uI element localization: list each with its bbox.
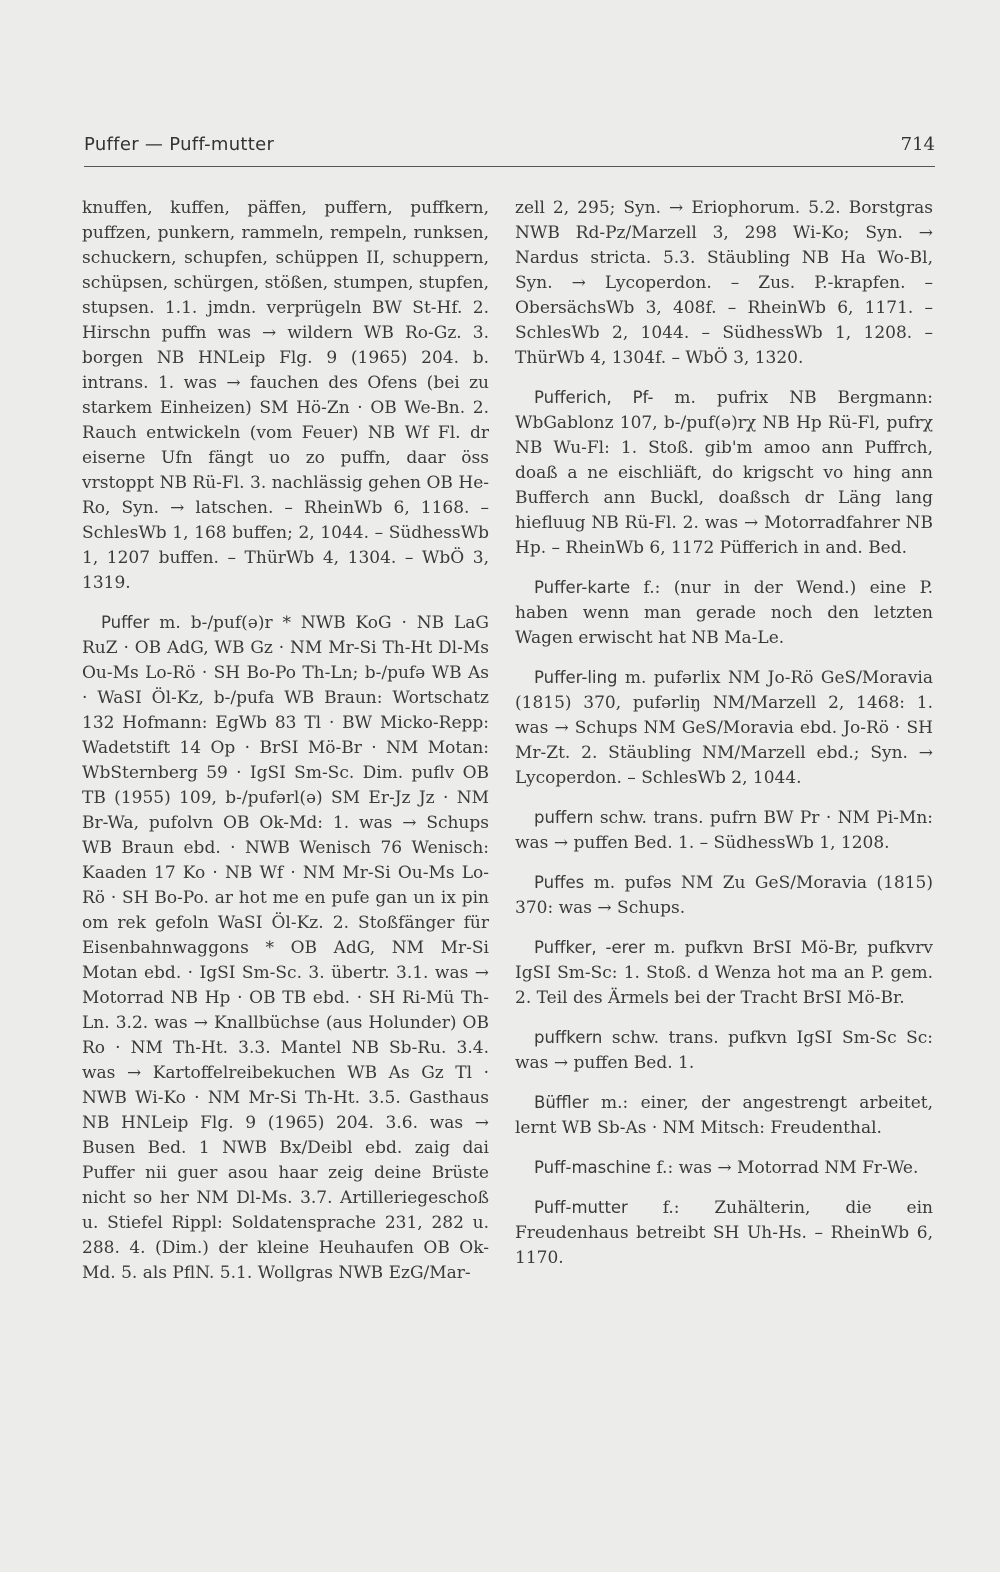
lemma: Puff-maschine xyxy=(534,1158,651,1177)
header-rule xyxy=(84,166,935,167)
entry-puffer-karte xyxy=(515,575,933,651)
entry-puffes xyxy=(515,870,933,921)
entry-continuation: zell 2, 295; Syn. → Eriophorum. 5.2. Borstgras NWB Rd-Pz/Marzell 3, 298 Wi-Ko; Syn. → Nardus stricta. 5.3. Stäubling NB Ha Wo-Bl, Syn. → Lycoperdon. – Zus. P.-krapfen. – ObersächsWb 3, 408f. – RheinWb 6, 1171. – SchlesWb 2, 1044. – SüdhessWb 1, 1208. – ThürWb 4, 1304f. – WbÖ 3, 1320. xyxy=(515,198,933,368)
entry-text: f.: was → Motorrad NM Fr-We. xyxy=(656,1158,919,1178)
entry-text: schw. trans. pufrn BW Pr · NM Pi-Mn: was → puffen Bed. 1. – SüdhessWb 1, 1208. xyxy=(515,808,934,853)
right-column xyxy=(515,196,933,1271)
entry-text: m.: einer, der angestrengt arbeitet, lernt WB Sb-As · NM Mitsch: Freudenthal. xyxy=(515,1093,933,1138)
lemma: Puffker, -erer xyxy=(534,938,645,957)
lemma: Pufferich, Pf- xyxy=(534,388,654,407)
lemma: Puffer-karte xyxy=(534,578,631,597)
lemma: Puffer xyxy=(101,613,150,632)
entry-bueffler xyxy=(515,1090,933,1141)
entry-text: f.: Zuhälterin, die ein Freudenhaus betreibt SH Uh-Hs. – RheinWb 6, 1170. xyxy=(515,1198,933,1268)
entry-continuation: knuffen, kuffen, päffen, puffern, puffkern, puffzen, punkern, rammeln, rempeln, runksen, schuckern, schupfen, schüppen II, schuppern, schüpsen, schürgen, stößen, stumpen, stupfen, stupsen. 1.1. jmdn. verprügeln BW St-Hf. 2. Hirschn puffn was → wildern WB Ro-Gz. 3. borgen NB HNLeip Flg. 9 (1965) 204. b. intrans. 1. was → fauchen des Ofens (bei zu starkem Einheizen) SM Hö-Zn · OB We-Bn. 2. Rauch entwickeln (vom Feuer) NB Wf Fl. dr eiserne Ufn fängt uo zo puffn, daar öss vrstoppt NB Rü-Fl. 3. nachlässig gehen OB He-Ro, Syn. → latschen. – RheinWb 6, 1168. – SchlesWb 1, 168 buffen; 2, 1044. – SüdhessWb 1, 1207 buffen. – ThürWb 4, 1304. – WbÖ 3, 1319. xyxy=(82,198,489,593)
lemma: puffern xyxy=(534,808,594,827)
page-number: 714 xyxy=(900,134,935,155)
entry-text: schw. trans. pufkvn IgSI Sm-Sc Sc: was → puffen Bed. 1. xyxy=(515,1028,933,1073)
entry-puffern xyxy=(515,805,933,856)
page-header xyxy=(84,134,935,170)
lemma: puffkern xyxy=(534,1028,603,1047)
entry-pufferich xyxy=(515,385,933,561)
entry-puffer xyxy=(82,610,489,1286)
entry-text: m. pufkvn BrSI Mö-Br, pufkvrv IgSI Sm-Sc: 1. Stoß. d Wenza hot ma an P. gem. 2. Teil des Ärmels bei der Tracht BrSI Mö-Br. xyxy=(515,938,933,1008)
lemma: Puffes xyxy=(534,873,585,892)
entry-puff-mutter xyxy=(515,1195,933,1271)
entry-text: m. pufərlix NM Jo-Rö GeS/Moravia (1815) 370, pufərliŋ NM/Marzell 2, 1468: 1. was → Schups NM GeS/Moravia ebd. Jo-Rö · SH Mr-Zt. 2. Stäubling NM/Marzell ebd.; Syn. → Lycoperdon. – SchlesWb 2, 1044. xyxy=(515,668,933,788)
entry-puffer-ling xyxy=(515,665,933,791)
entry-text: m. b-/puf(ə)r * NWB KoG · NB LaG RuZ · OB AdG, WB Gz · NM Mr-Si Th-Ht Dl-Ms Ou-Ms Lo-Rö · SH Bo-Po Th-Ln; b-/pufə WB As · WaSI Öl-Kz, b-/pufa WB Braun: Wortschatz 132 Hofmann: EgWb 83 Tl · BW Micko-Repp: Wadetstift 14 Op · BrSI Mö-Br · NM Motan: WbSternberg 59 · IgSI Sm-Sc. Dim. puflv OB TB (1955) 109, b-/pufərl(ə) SM Er-Jz Jz · NM Br-Wa, pufolvn OB Ok-Md: 1. was → Schups WB Braun ebd. · NWB Wenisch 76 Wenisch: Kaaden 17 Ko · NB Wf · NM Mr-Si Ou-Ms Lo-Rö · SH Bo-Po. ar hot me en pufe gan un ix pin om rek gefoln WaSI Öl-Kz. 2. Stoßfänger für Eisenbahnwaggons * OB AdG, NM Mr-Si Motan ebd. · IgSI Sm-Sc. 3. übertr. 3.1. was → Motorrad NB Hp · OB TB ebd. · SH Ri-Mü Th-Ln. 3.2. was → Knallbüchse (aus Holunder) OB Ro · NM Th-Ht. 3.3. Mantel NB Sb-Ru. 3.4. was → Kartoffelreibekuchen WB As Gz Tl · NWB Wi-Ko · NM Mr-Si Th-Ht. 3.5. Gasthaus NB HNLeip Flg. 9 (1965) 204. 3.6. was → Busen Bed. 1 NWB Bx/Deibl ebd. zaig dai Puffer nii guer asou haar zeig deine Brüste nicht so her NM Dl-Ms. 3.7. Artilleriegeschoß u. Stiefel Rippl: Soldatensprache 231, 282 u. 288. 4. (Dim.) der kleine Heuhaufen OB Ok-Md. 5. als PflN. 5.1. Wollgras NWB EzG/Mar- xyxy=(82,613,489,1283)
entry-text: f.: (nur in der Wend.) eine P. haben wenn man gerade noch den letzten Wagen erwischt hat NB Ma-Le. xyxy=(515,578,933,648)
left-column xyxy=(82,196,489,1286)
entry-puffker xyxy=(515,935,933,1011)
lemma: Büffler xyxy=(534,1093,589,1112)
entry-text: m. pufəs NM Zu GeS/Moravia (1815) 370: was → Schups. xyxy=(515,873,933,918)
entry-puffkern xyxy=(515,1025,933,1076)
lemma: Puffer-ling xyxy=(534,668,618,687)
running-title: Puffer — Puff-mutter xyxy=(84,134,275,155)
entry-text: m. pufrix NB Bergmann: WbGablonz 107, b-/puf(ə)rχ NB Hp Rü-Fl, pufrχ NB Wu-Fl: 1. Stoß. gib'm amoo ann Puffrch, doaß a ne eischliäft, do krigscht vo hing ann Bufferch ann Buckl, doaßsch dr Läng lang hiefluug NB Rü-Fl. 2. was → Motorradfahrer NB Hp. – RheinWb 6, 1172 Püfferich in and. Bed. xyxy=(515,388,933,558)
entry-puff-maschine xyxy=(515,1155,933,1181)
lemma: Puff-mutter xyxy=(534,1198,628,1217)
